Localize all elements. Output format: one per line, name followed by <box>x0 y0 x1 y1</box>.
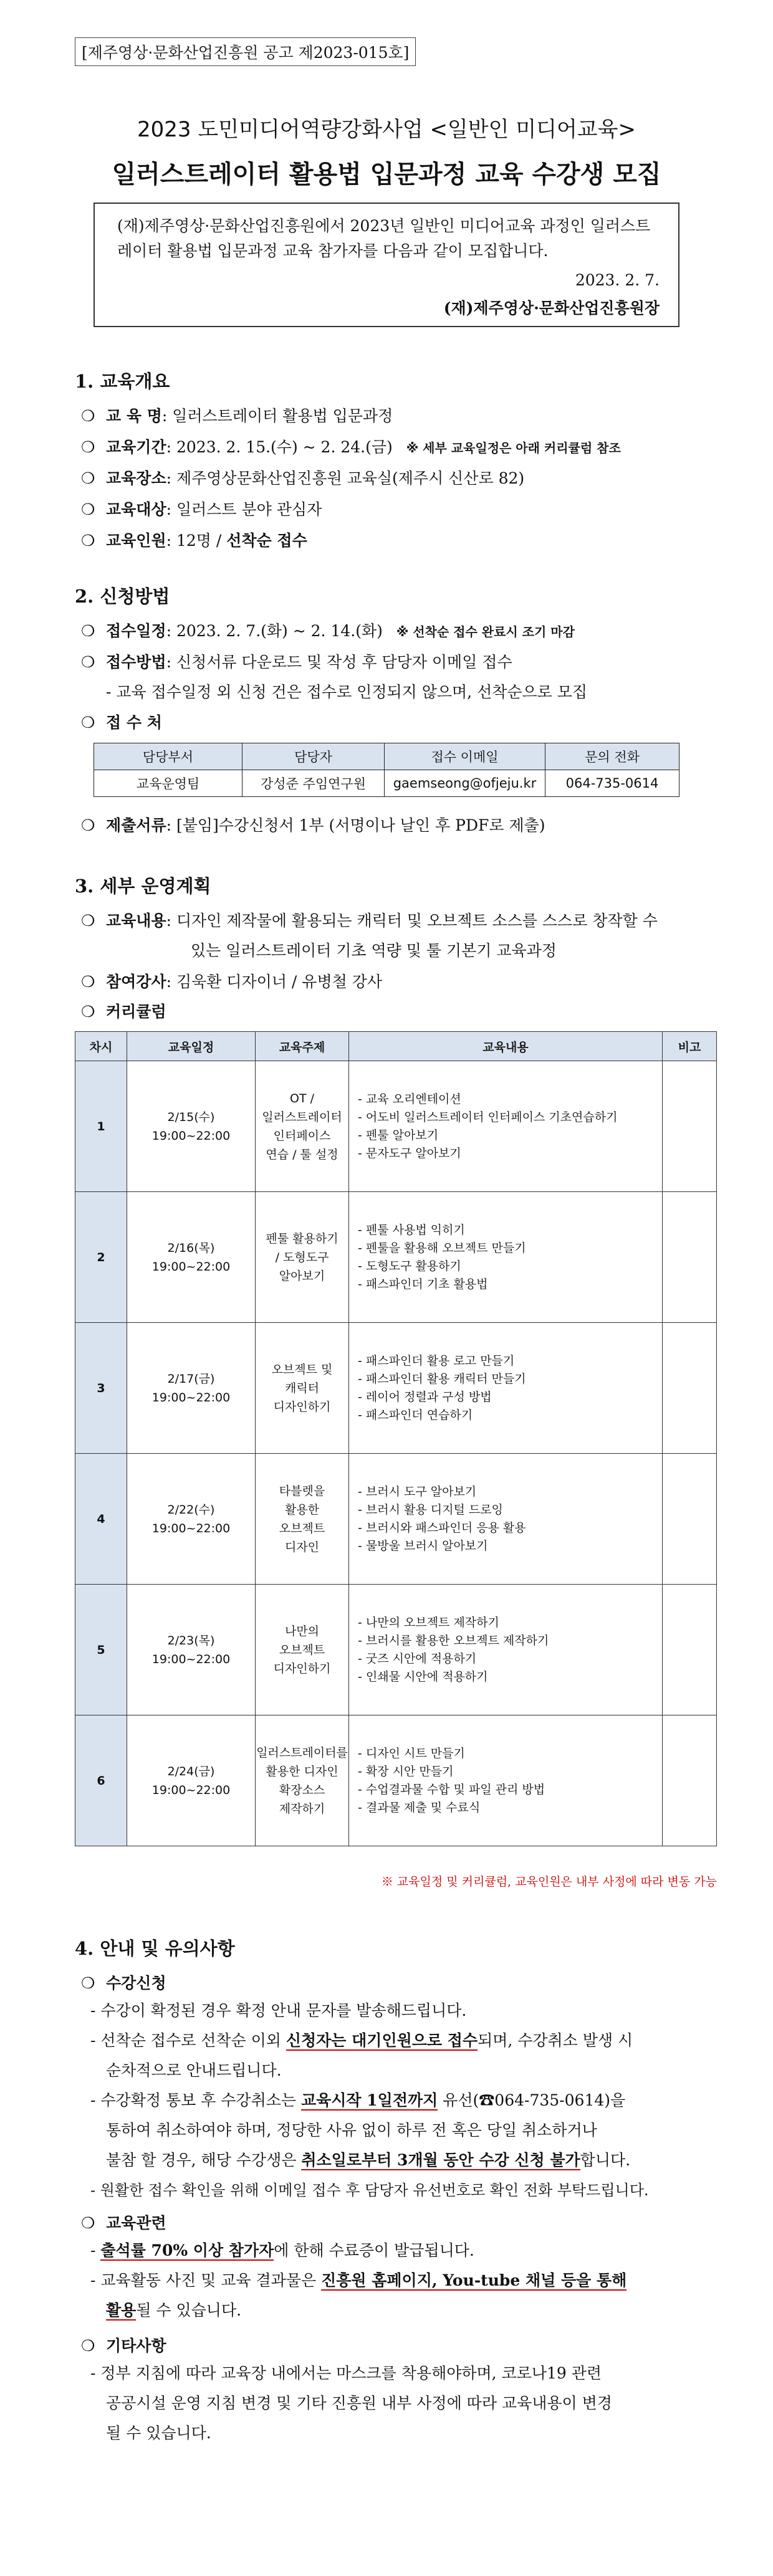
etc-line1: - 정부 지침에 따라 교육장 내에서는 마스크를 착용해야하며, 코로나19 관련 <box>90 2364 602 2382</box>
circle-bullet-icon: ❍ <box>81 622 95 640</box>
enroll-line3-cont: 통하여 취소하여야 하며, 정당한 사유 없이 하루 전 혹은 당일 취소하거나 <box>106 2121 597 2139</box>
intro-text: (재)제주영상·문화산업진흥원에서 2023년 일반인 미디어교육 과정인 일러스트레이터 활용법 입문과정 교육 참가자를 다음과 같이 모집합니다. <box>117 217 651 260</box>
circle-bullet-icon: ❍ <box>81 438 95 456</box>
table-row: 4 2/22(수) 19:00~22:00 타블렛을 활용한 오브젝트 디자인 - 브러시 도구 알아보기 - 브러시 활용 디지털 드로잉 - 브러시와 패스파인더 응용 활용 - 물방울 브러시 알아보기 <box>75 1454 717 1585</box>
overview-item-capacity: ❍ 교육인원: 12명 / 선착순 접수 <box>81 532 307 550</box>
circle-bullet-icon: ❍ <box>81 500 95 518</box>
curriculum-header: 차시 <box>75 1032 127 1061</box>
section4-heading: 4. 안내 및 유의사항 <box>75 1938 235 1959</box>
enroll-line3: - 수강확정 통보 후 수강취소는 교육시작 1일전까지 유선(☎064-735-0614)을 <box>90 2091 626 2109</box>
edu-line2-cont: 활용될 수 있습니다. <box>106 2301 242 2319</box>
circle-bullet-icon: ❍ <box>81 973 95 991</box>
table-row: 3 2/17(금) 19:00~22:00 오브젝트 및 캐릭터 디자인하기 - 패스파인더 활용 로고 만들기 - 패스파인더 활용 캐릭터 만들기 - 레이어 정렬과 구성 방법 - 패스파인더 연습하기 <box>75 1323 717 1454</box>
contact-header: 담당자 <box>242 743 385 770</box>
circle-bullet-icon: ❍ <box>81 912 95 930</box>
course-content: ❍ 교육내용: 디자인 제작물에 활용되는 캐릭터 및 오브젝트 소스를 스스로 창작할 수 <box>81 912 658 930</box>
intro-box <box>94 203 679 327</box>
intro-org: (재)제주영상·문화산업진흥원장 <box>443 299 660 317</box>
notice-number: [제주영상·문화산업진흥원 공고 제2023-015호] <box>75 37 416 66</box>
apply-method: ❍ 접수방법: 신청서류 다운로드 및 작성 후 담당자 이메일 접수 <box>81 653 512 671</box>
contact-table <box>94 743 679 797</box>
contact-header: 문의 전화 <box>545 743 679 770</box>
edu-line2: - 교육활동 사진 및 교육 결과물은 진흥원 홈페이지, You-tube 채널 등을 통해 <box>90 2271 627 2289</box>
section3-heading: 3. 세부 운영계획 <box>75 875 211 897</box>
contact-person: 강성준 주임연구원 <box>242 770 385 797</box>
curriculum-table <box>75 1031 717 1846</box>
overview-item-place: ❍ 교육장소: 제주영상문화산업진흥원 교육실(제주시 신산로 82) <box>81 469 525 487</box>
overview-item-period: ❍ 교육기간: 2023. 2. 15.(수) ~ 2. 24.(금) ※ 세부 교육일정은 아래 커리큘럼 참조 <box>81 438 621 456</box>
enroll-line3-cont2: 불참 할 경우, 해당 수강생은 취소일로부터 3개월 동안 수강 신청 불가합니다. <box>106 2151 631 2169</box>
contact-phone: 064-735-0614 <box>545 770 679 797</box>
curriculum-header: 교육일정 <box>127 1032 256 1061</box>
circle-bullet-icon: ❍ <box>81 407 95 425</box>
submit-docs: ❍ 제출서류: [붙임]수강신청서 1부 (서명이나 날인 후 PDF로 제출) <box>81 816 545 834</box>
curriculum-header: 교육주제 <box>256 1032 349 1061</box>
contact-dept: 교육운영팀 <box>94 770 242 797</box>
instructors: ❍ 참여강사: 김욱환 디자이너 / 유병철 강사 <box>81 973 382 991</box>
contact-header: 접수 이메일 <box>385 743 545 770</box>
curriculum-label: ❍ 커리큘럼 <box>81 1003 166 1021</box>
circle-bullet-icon: ❍ <box>81 816 95 834</box>
contact-header: 담당부서 <box>94 743 242 770</box>
course-content-line2: 있는 일러스트레이터 기초 역량 및 툴 기본기 교육과정 <box>191 942 557 960</box>
enroll-line4: - 원활한 접수 확인을 위해 이메일 접수 후 담당자 유선번호로 확인 전화 부탁드립니다. <box>90 2182 649 2199</box>
circle-bullet-icon: ❍ <box>81 653 95 671</box>
section1-heading: 1. 교육개요 <box>75 371 170 392</box>
apply-schedule: ❍ 접수일정: 2023. 2. 7.(화) ~ 2. 14.(화) ※ 선착순 접수 완료시 조기 마감 <box>81 622 575 640</box>
contact-label: ❍ 접 수 처 <box>81 713 162 732</box>
title-line1: 2023 도민미디어역량강화사업 <일반인 미디어교육> <box>137 117 636 142</box>
intro-date: 2023. 2. 7. <box>575 271 660 289</box>
table-row: 2 2/16(목) 19:00~22:00 펜툴 활용하기 / 도형도구 알아보기 - 펜툴 사용법 익히기 - 펜툴을 활용해 오브젝트 만들기 - 도형도구 활용하기 - 패스파인더 기초 활용법 <box>75 1192 717 1323</box>
table-row: 6 2/24(금) 19:00~22:00 일러스트레이터를 활용한 디자인 확장소스 제작하기 - 디자인 시트 만들기 - 확장 시안 만들기 - 수업결과물 수합 및 파일 관리 방법 - 결과물 제출 및 수료식 <box>75 1715 717 1846</box>
circle-bullet-icon: ❍ <box>81 469 95 487</box>
circle-bullet-icon: ❍ <box>81 713 95 732</box>
etc-line3: 될 수 있습니다. <box>106 2424 211 2442</box>
title-line2: 일러스트레이터 활용법 입문과정 교육 수강생 모집 <box>112 160 661 189</box>
curriculum-header: 비고 <box>663 1032 717 1061</box>
etc-label: ❍ 기타사항 <box>81 2337 166 2355</box>
overview-item-target: ❍ 교육대상: 일러스트 분야 관심자 <box>81 500 322 518</box>
overview-item-name: ❍ 교 육 명: 일러스트레이터 활용법 입문과정 <box>81 407 393 425</box>
enroll-line2: - 선착순 접수로 선착순 이외 신청자는 대기인원으로 접수되며, 수강취소 발생 시 <box>90 2031 633 2049</box>
circle-bullet-icon: ❍ <box>81 1974 95 1992</box>
enroll-line2-cont: 순차적으로 안내드립니다. <box>106 2061 282 2079</box>
table-note: ※ 교육일정 및 커리큘럼, 교육인원은 내부 사정에 따라 변동 가능 <box>381 1875 717 1889</box>
edu-label: ❍ 교육관련 <box>81 2214 166 2232</box>
edu-line1: - 출석률 70% 이상 참가자에 한해 수료증이 발급됩니다. <box>90 2241 474 2259</box>
etc-line2: 공공시설 운영 지침 변경 및 기타 진흥원 내부 사정에 따라 교육내용이 변경 <box>106 2394 612 2412</box>
enroll-line1: - 수강이 확정된 경우 확정 안내 문자를 발송해드립니다. <box>90 2001 467 2020</box>
circle-bullet-icon: ❍ <box>81 532 95 550</box>
enroll-label: ❍ 수강신청 <box>81 1974 166 1992</box>
apply-method-sub: - 교육 접수일정 외 신청 건은 접수로 인정되지 않으며, 선착순으로 모집 <box>106 683 588 701</box>
curriculum-header: 교육내용 <box>349 1032 663 1061</box>
table-row: 1 2/15(수) 19:00~22:00 OT / 일러스트레이터 인터페이스 연습 / 툴 설정 - 교육 오리엔테이션 - 어도비 일러스트레이터 인터페이스 기초연습하기 - 펜툴 알아보기 - 문자도구 알아보기 <box>75 1061 717 1192</box>
circle-bullet-icon: ❍ <box>81 2337 95 2355</box>
circle-bullet-icon: ❍ <box>81 2214 95 2232</box>
table-row: 5 2/23(목) 19:00~22:00 나만의 오브젝트 디자인하기 - 나만의 오브젝트 제작하기 - 브러시를 활용한 오브젝트 제작하기 - 굿즈 시안에 적용하기 - 인쇄물 시안에 적용하기 <box>75 1585 717 1715</box>
circle-bullet-icon: ❍ <box>81 1003 95 1021</box>
section2-heading: 2. 신청방법 <box>75 586 170 607</box>
contact-email[interactable]: gaemseong@ofjeju.kr <box>385 770 545 797</box>
